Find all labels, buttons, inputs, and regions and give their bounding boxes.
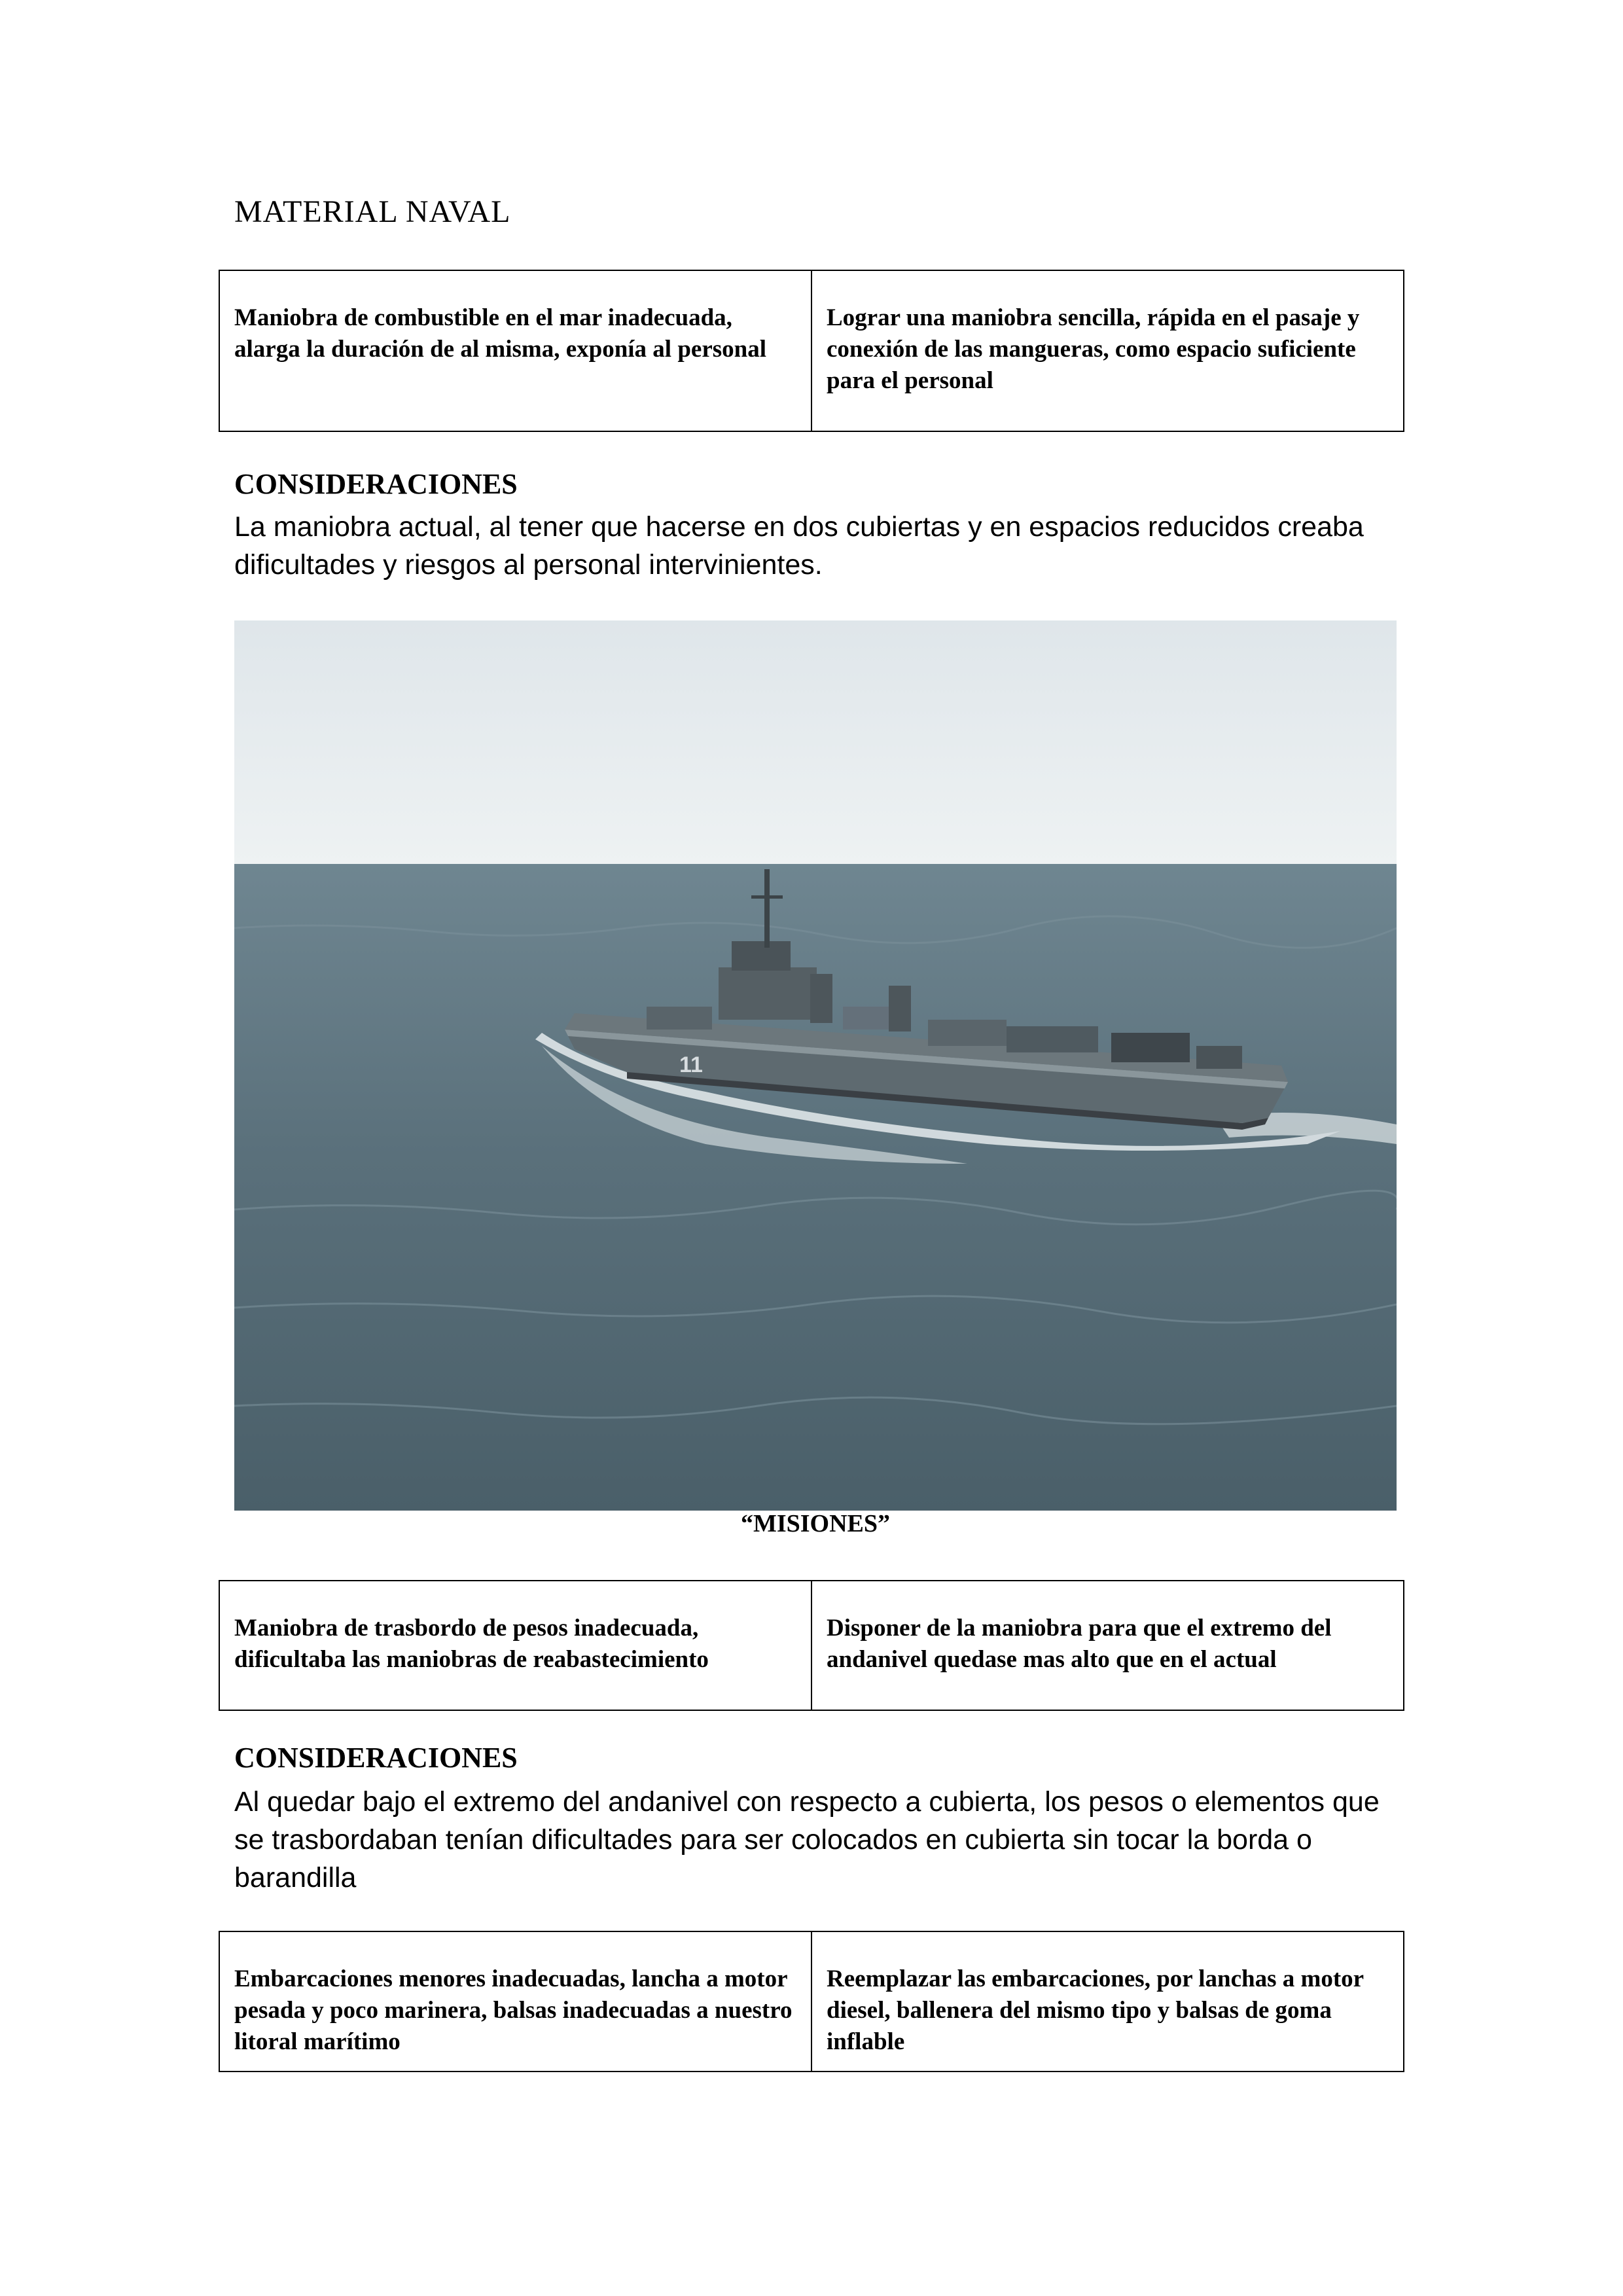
section-heading: CONSIDERACIONES — [234, 468, 518, 500]
ship-bridge — [719, 967, 817, 1020]
problem-cell: Maniobra de trasbordo de pesos inadecuada, dificultaba las maniobras de reabastecimiento — [219, 1581, 812, 1710]
table-row — [219, 1581, 1404, 1710]
comparison-table-1 — [219, 270, 1404, 432]
ship-mast — [764, 869, 770, 948]
ship-funnel-1 — [810, 974, 832, 1023]
sky — [234, 620, 1397, 868]
solution-cell: Disponer de la maniobra para que el extremo del andanivel quedase mas alto que en el actual — [812, 1581, 1404, 1710]
solution-cell: Reemplazar las embarcaciones, por lanchas a motor diesel, ballenera del mismo tipo y balsas de goma inflable — [812, 1931, 1404, 2072]
sea — [234, 864, 1397, 1511]
problem-cell: Maniobra de combustible en el mar inadecuada, alarga la duración de al misma, exponía al personal — [219, 270, 812, 431]
section-heading: CONSIDERACIONES — [234, 1742, 518, 1774]
page-title: MATERIAL NAVAL — [234, 194, 511, 229]
section-paragraph: La maniobra actual, al tener que hacerse en dos cubiertas y en espacios reducidos creaba dificultades y riesgos al personal intervinientes. — [234, 511, 1364, 581]
problem-cell: Embarcaciones menores inadecuadas, lancha a motor pesada y poco marinera, balsas inadecuadas a nuestro litoral marítimo — [219, 1931, 812, 2072]
ship-photo — [234, 620, 1397, 1511]
ship-hull-number: 11 — [679, 1052, 703, 1077]
comparison-table-3 — [219, 1931, 1404, 2072]
comparison-table-2 — [219, 1580, 1404, 1711]
table-row — [219, 270, 1404, 431]
table-row — [219, 1931, 1404, 2072]
photo-caption: “MISIONES” — [740, 1510, 891, 1537]
ship-funnel-2 — [889, 986, 911, 1031]
solution-cell: Lograr una maniobra sencilla, rápida en el pasaje y conexión de las mangueras, como espacio suficiente para el personal — [812, 270, 1404, 431]
section-paragraph: Al quedar bajo el extremo del andanivel con respecto a cubierta, los pesos o elementos que se trasbordaban tenían dificultades para ser colocados en cubierta sin tocar la borda o barandilla — [234, 1786, 1380, 1893]
